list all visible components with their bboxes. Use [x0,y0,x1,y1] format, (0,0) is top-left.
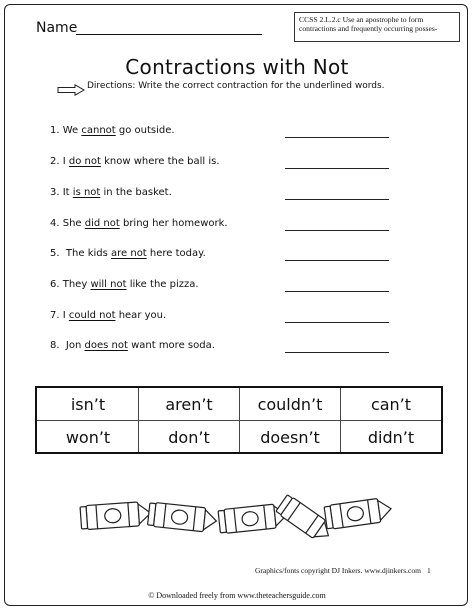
question-item [50,125,175,136]
underlined-words: are not [111,248,147,259]
question-number: 6. [50,279,60,290]
ccss-standard-box: CCSS 2.L.2.c Use an apostrophe to form contractions and frequently occurring posses- [294,12,460,42]
question-item [50,218,228,229]
question-number: 8. [50,340,60,351]
underlined-words: did not [84,218,120,229]
question-text: go outside. [115,125,175,136]
question-text: I [62,156,69,167]
answer-line[interactable] [285,260,389,261]
crayons-illustration [78,486,398,548]
answer-line[interactable] [285,352,389,353]
question-item [50,248,206,259]
underlined-words: do not [68,156,101,167]
word-bank-divider [37,420,441,421]
underlined-words: cannot [81,125,116,136]
directions-text: Directions: Write the correct contraction for the underlined words. [87,81,385,91]
page-number: 1 [427,566,431,575]
question-number: 2. [50,156,60,167]
question-text: here today. [146,248,206,259]
question-item [50,279,199,290]
question-number: 1. [50,125,60,136]
word-bank [35,386,443,454]
footer-download-note: © Downloaded freely from www.theteachersguide.com [148,591,326,600]
question-item [50,156,220,167]
word-bank-word: don’t [168,428,210,447]
question-item [50,310,166,321]
graphics-credit: Graphics/fonts copyright DJ Inkers. www.djinkers.com [255,566,421,575]
underlined-words: will not [90,279,127,290]
right-arrow-icon [57,84,85,96]
answer-line[interactable] [285,322,389,323]
question-item [50,187,172,198]
name-label: Name [36,20,78,36]
underlined-words: is not [72,187,101,198]
question-text: know where the ball is. [100,156,220,167]
question-text: want more soda. [127,340,215,351]
question-number: 3. [50,187,60,198]
question-text: in the basket. [100,187,172,198]
word-bank-word: won’t [65,428,111,447]
underlined-words: could not [68,310,116,321]
answer-line[interactable] [285,137,389,138]
word-bank-word: couldn’t [257,395,323,414]
question-number: 5. [50,248,60,259]
question-number: 4. [50,218,60,229]
word-bank-word: isn’t [70,395,106,414]
word-bank-word: aren’t [165,395,213,414]
question-text: Jon [62,340,85,351]
answer-line[interactable] [285,168,389,169]
question-text: hear you. [115,310,167,321]
underlined-words: does not [84,340,128,351]
answer-line[interactable] [285,230,389,231]
question-text: They [62,279,91,290]
question-text: It [62,187,73,198]
question-number: 7. [50,310,60,321]
answer-line[interactable] [285,291,389,292]
word-bank-word: didn’t [367,428,415,447]
question-text: She [62,218,85,229]
question-text: bring her homework. [119,218,228,229]
question-text: We [62,125,82,136]
question-text: I [62,310,69,321]
worksheet-title: Contractions with Not [125,55,349,79]
question-item [50,340,215,351]
question-text: like the pizza. [126,279,199,290]
word-bank-word: doesn’t [260,428,320,447]
answer-line[interactable] [285,199,389,200]
name-write-line[interactable] [76,34,262,35]
word-bank-word: can’t [370,395,412,414]
question-text: The kids [62,248,111,259]
